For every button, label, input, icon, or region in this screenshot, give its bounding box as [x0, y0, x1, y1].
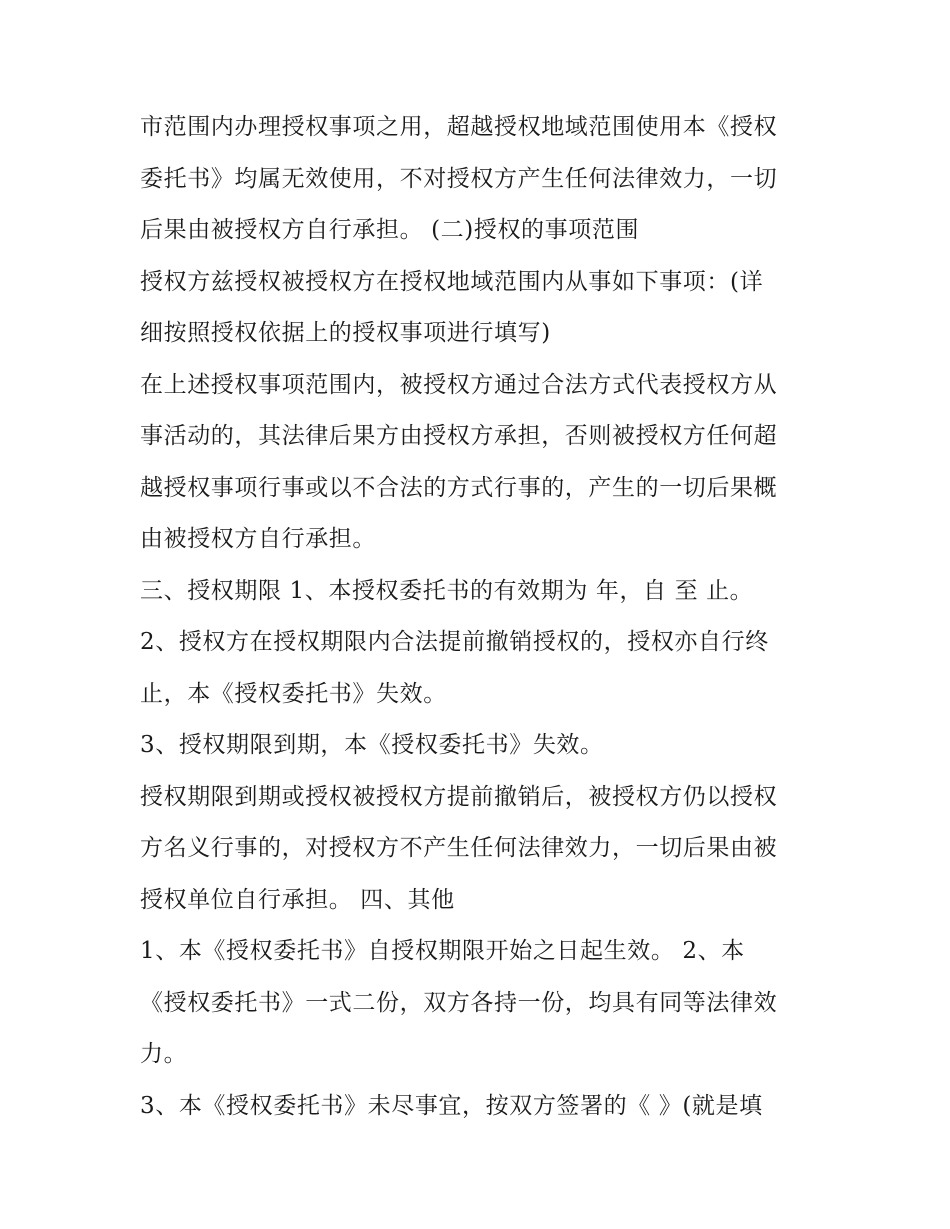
body-line-17: 1、本《授权委托书》自授权期限开始之日起生效。 2、本 — [140, 938, 745, 964]
body-line-20: 3、本《授权委托书》未尽事宜，按双方签署的《 》(就是填 — [140, 1092, 763, 1119]
body-line-1: 市范围内办理授权事项之用，超越授权地域范围使用本《授权 — [140, 114, 778, 140]
body-line-11: 2、授权方在授权期限内合法提前撤销授权的，授权亦自行终 — [140, 629, 769, 655]
body-line-18: 《授权委托书》一式二份，双方各持一份，均具有同等法律效 — [140, 989, 778, 1016]
body-line-2: 委托书》均属无效使用，不对授权方产生任何法律效力，一切 — [140, 165, 778, 192]
body-line-4: 授权方兹授权被授权方在授权地域范围内从事如下事项：(详 — [140, 268, 764, 295]
body-line-10: 三、授权期限 1、本授权委托书的有效期为 年，自 至 止。 — [140, 577, 754, 604]
body-line-19: 力。 — [140, 1041, 188, 1067]
body-line-16: 授权单位自行承担。 四、其他 — [140, 886, 455, 913]
document-body — [140, 102, 830, 1132]
body-line-5: 细按照授权依据上的授权事项进行填写) — [140, 320, 551, 346]
body-line-13: 3、授权期限到期，本《授权委托书》失效。 — [140, 732, 604, 758]
body-line-9: 由被授权方自行承担。 — [140, 526, 376, 552]
body-line-3: 后果由被授权方自行承担。 (二)授权的事项范围 — [140, 217, 640, 243]
body-line-14: 授权期限到期或授权被授权方提前撤销后，被授权方仍以授权 — [140, 783, 778, 810]
body-line-7: 事活动的，其法律后果方由授权方承担，否则被授权方任何超 — [140, 423, 778, 449]
body-line-15: 方名义行事的，对授权方不产生任何法律效力，一切后果由被 — [140, 835, 778, 861]
body-line-6: 在上述授权事项范围内，被授权方通过合法方式代表授权方从 — [140, 371, 778, 398]
body-line-8: 越授权事项行事或以不合法的方式行事的，产生的一切后果概 — [140, 474, 778, 501]
body-line-12: 止，本《授权委托书》失效。 — [140, 680, 447, 707]
